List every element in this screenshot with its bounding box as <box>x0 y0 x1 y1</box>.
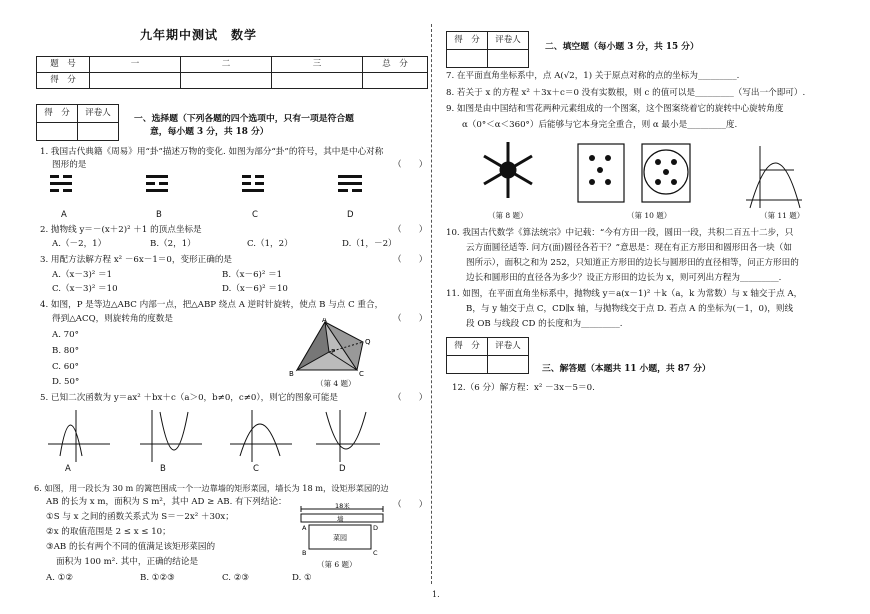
q6-option-d[interactable]: D. ① <box>292 573 312 583</box>
grader-label: 评卷人 <box>488 338 529 356</box>
q3-option-c[interactable]: C.（x－3)² ＝10 <box>52 284 118 294</box>
q5-graph-c <box>230 410 292 462</box>
score-header-cell: 二 <box>181 57 272 73</box>
q11-figure-caption: （第 11 题） <box>760 211 805 220</box>
page-number: 1. <box>432 590 440 599</box>
right-figures <box>470 136 860 222</box>
q6-option-b[interactable]: B. ①②③ <box>140 573 175 583</box>
q8-text: 8. 若关于 x 的方程 x² ＋3x＋c＝0 没有实数根，则 c 的值可以是_________（写出一个即可）. <box>446 88 806 98</box>
q9-text-line2: α（0°＜α＜360°）后能够与它本身完全重合，则 α 最小是_________度. <box>462 120 738 130</box>
q6-garden-figure <box>295 503 390 561</box>
section1-title-line2: 意，每小题 3 分，共 18 分） <box>150 127 269 137</box>
q1-option-b[interactable]: B <box>156 210 162 220</box>
q3-answer-paren[interactable]: （ ） <box>393 255 428 265</box>
q2-option-d[interactable]: D.（1，－2） <box>342 239 397 249</box>
q4-option-a[interactable]: A. 70° <box>52 330 79 340</box>
q11-text-line3: 段 OB 与线段 CD 的长度和为_________. <box>466 319 623 329</box>
score-row-label: 得 分 <box>37 73 90 89</box>
q5-graph-options <box>40 408 410 464</box>
section3-title: 三、解答题（本题共 11 小题，共 87 分） <box>542 364 711 374</box>
q5-graph-a <box>48 410 110 462</box>
q7-text: 7. 在平面直角坐标系中，点 A(√2，1) 关于原点对称的点的坐标为_________. <box>446 71 740 81</box>
q4-point-a: A <box>322 318 327 324</box>
q11-text-line2: B，与 y 轴交于点 C，CD∥x 轴，与抛物线交于点 D. 若点 A 的坐标为(－1，0)，则线 <box>466 304 794 314</box>
grader-box-2 <box>446 31 529 68</box>
q5-option-d[interactable]: D <box>339 464 346 474</box>
q10-text-line3: 图所示），面积之和为 252，只知道正方形田的边长与圆形田的直径相等，问正方形田的 <box>466 258 799 268</box>
q5-graph-d <box>316 410 380 462</box>
q6-length-label: 18米 <box>335 503 350 510</box>
q4-text-line1: 4. 如图，P 是等边△ABC 内部一点，把△ABP 绕点 A 逆时针旋转，使点 B 与点 C 重合， <box>40 300 384 310</box>
q4-point-b: B <box>289 370 294 378</box>
q4-point-c: C <box>359 370 364 378</box>
grader-label: 得 分 <box>37 105 78 123</box>
grader-cell[interactable] <box>447 356 488 374</box>
q3-option-b[interactable]: B.（x－6)² ＝1 <box>222 270 283 280</box>
q1-hexagram-figures <box>40 170 400 210</box>
q5-option-a[interactable]: A <box>65 464 71 474</box>
q1-text-line2: 图形的是 <box>52 160 87 170</box>
q2-text: 2. 抛物线 y＝－(x＋2)² ＋1 的顶点坐标是 <box>40 225 202 235</box>
grader-cell[interactable] <box>488 356 529 374</box>
q10-text-line2: 云方面圆径适等. 问方(面)圆径各若干？”意思是：现在有正方形田和圆形田各一块（如 <box>466 243 792 253</box>
score-cell[interactable] <box>181 73 272 89</box>
q6-text-line1: 6. 如图，用一段长为 30 m 的篱笆围成一个一边靠墙的矩形菜园，墙长为 18 m，设矩形菜园的边 <box>34 483 389 493</box>
q2-answer-paren[interactable]: （ ） <box>393 225 428 235</box>
q8-figure-caption: （第 8 题） <box>488 211 528 220</box>
q2-option-a[interactable]: A.（－2，1） <box>52 239 107 249</box>
score-cell[interactable] <box>272 73 363 89</box>
hexagram-c <box>242 175 264 192</box>
q6-point-a: A <box>302 524 307 532</box>
q3-option-d[interactable]: D.（x－6)² ＝10 <box>222 284 288 294</box>
q5-text: 5. 已知二次函数为 y＝ax² ＋bx＋c（a＞0，b≠0，c≠0），则它的图象可能是 <box>40 393 339 403</box>
q5-graph-b <box>140 410 202 462</box>
grader-label: 评卷人 <box>78 105 119 123</box>
grader-cell[interactable] <box>447 50 488 68</box>
q6-wall-label: 墙 <box>337 515 344 523</box>
q6-statement-2: ②x 的取值范围是 2 ≤ x ≤ 10； <box>46 527 171 537</box>
grader-box-3 <box>446 337 529 374</box>
q1-option-d[interactable]: D <box>347 210 354 220</box>
hexagram-b <box>146 175 168 192</box>
q4-answer-paren[interactable]: （ ） <box>393 314 428 324</box>
score-header-cell: 一 <box>90 57 181 73</box>
hexagram-a <box>50 175 72 192</box>
q4-triangle-figure <box>285 318 375 378</box>
q4-option-c[interactable]: C. 60° <box>52 362 79 372</box>
q4-figure-caption: （第 4 题） <box>316 379 356 388</box>
q6-point-b: B <box>302 549 307 557</box>
q10-text-line1: 10. 我国古代数学《算法统宗》中记载：“今有方田一段，圆田一段，共积二百五十二步，只 <box>446 228 794 238</box>
q4-text-line2: 得到△ACQ，则旋转角的度数是 <box>52 314 173 324</box>
q12-text: 12.（6 分）解方程：x² －3x－5＝0. <box>452 383 595 393</box>
q1-option-a[interactable]: A <box>61 210 67 220</box>
hexagram-d <box>338 175 362 192</box>
q6-point-d: D <box>373 524 379 532</box>
q5-option-c[interactable]: C <box>253 464 259 474</box>
q6-text-line2: AB 的长为 x m，面积为 S m²，其中 AD ≥ AB. 有下列结论： <box>46 497 287 507</box>
q3-option-a[interactable]: A.（x－3)² ＝1 <box>52 270 113 280</box>
section1-title-line1: 一、选择题（下列各题的四个选项中，只有一项是符合题 <box>134 114 354 124</box>
grader-label: 得 分 <box>447 338 488 356</box>
q2-option-c[interactable]: C.（1，2） <box>247 239 293 249</box>
q10-figure-caption: （第 10 题） <box>627 211 672 220</box>
square-field-figure <box>578 144 624 202</box>
q6-answer-paren[interactable]: （ ） <box>393 500 428 510</box>
q1-answer-paren[interactable]: （ ） <box>393 160 428 170</box>
column-divider <box>431 24 433 584</box>
score-header-cell: 三 <box>272 57 363 73</box>
score-header-cell: 题 号 <box>37 57 90 73</box>
q1-option-c[interactable]: C <box>252 210 258 220</box>
q11-parabola-figure <box>746 146 802 208</box>
grader-cell[interactable] <box>488 50 529 68</box>
q6-point-c: C <box>373 549 378 557</box>
q4-option-b[interactable]: B. 80° <box>52 346 80 356</box>
q6-garden-label: 菜园 <box>333 534 347 542</box>
section2-title: 二、填空题（每小题 3 分，共 15 分） <box>545 42 699 52</box>
q4-point-p: P <box>331 348 336 356</box>
q3-text: 3. 用配方法解方程 x² －6x－1＝0，变形正确的是 <box>40 255 233 265</box>
q6-option-c[interactable]: C. ②③ <box>222 573 250 583</box>
score-cell[interactable] <box>363 73 428 89</box>
grader-cell[interactable] <box>37 123 78 141</box>
page-title: 九年期中测试 数学 <box>140 28 258 42</box>
q10-text-line4: 边长和圆形田的直径各为多少？设正方形田的边长为 x，则可列出方程为_________. <box>466 273 782 283</box>
grader-box-1 <box>36 104 119 141</box>
grader-label: 得 分 <box>447 32 488 50</box>
grader-cell[interactable] <box>78 123 119 141</box>
q5-option-b[interactable]: B <box>160 464 166 474</box>
q6-statement-1: ①S 与 x 之间的函数关系式为 S＝－2x² ＋30x； <box>46 512 234 522</box>
q4-option-d[interactable]: D. 50° <box>52 377 80 387</box>
score-cell[interactable] <box>90 73 181 89</box>
q6-statement-3: ③AB 的长有两个不同的值满足该矩形菜园的 <box>46 542 216 552</box>
q5-answer-paren[interactable]: （ ） <box>393 393 428 403</box>
q2-option-b[interactable]: B.（2，1） <box>150 239 196 249</box>
q6-figure-caption: （第 6 题） <box>317 560 357 569</box>
score-table <box>36 56 428 89</box>
q1-text-line1: 1. 我国古代典籍《周易》用“卦”描述万物的变化. 如图为部分“卦”的符号，其中是中心对称 <box>40 147 384 157</box>
q9-text-line1: 9. 如图是由中国结和雪花两种元素组成的一个图案，这个图案绕着它的旋转中心旋转角度 <box>446 104 784 114</box>
q6-statement-4: 面积为 100 m². 其中，正确的结论是 <box>56 557 199 567</box>
q11-text-line1: 11. 如图，在平面直角坐标系中，抛物线 y＝a(x－1)² ＋k（a，k 为常数）与 x 轴交于点 A， <box>446 289 803 299</box>
score-header-cell: 总 分 <box>363 57 428 73</box>
grader-label: 评卷人 <box>488 32 529 50</box>
q4-point-q: Q <box>365 338 371 346</box>
snowflake-figure <box>484 142 532 198</box>
q6-option-a[interactable]: A. ①② <box>46 573 74 583</box>
